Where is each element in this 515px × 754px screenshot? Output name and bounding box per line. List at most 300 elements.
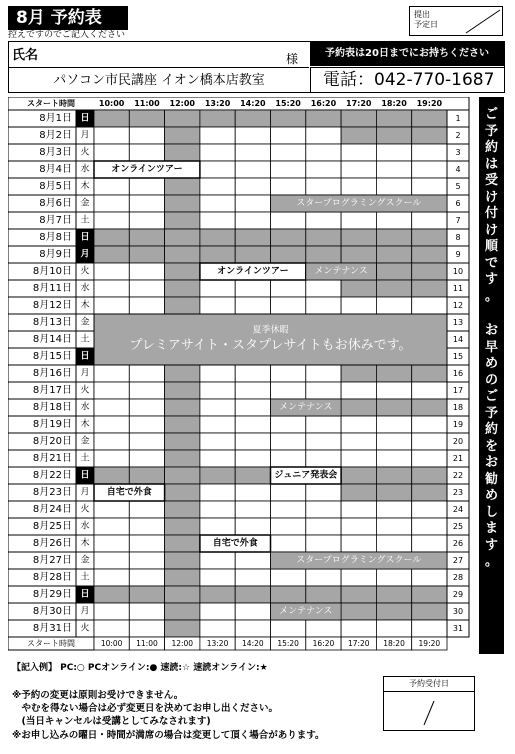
date-label: 8月24日 bbox=[32, 504, 72, 515]
slot-cell bbox=[235, 246, 270, 263]
slot-cell bbox=[271, 569, 306, 586]
slot-cell bbox=[94, 178, 129, 195]
slot-cell bbox=[235, 467, 270, 484]
date-label: 8月28日 bbox=[32, 572, 72, 583]
slot-cell bbox=[376, 161, 411, 178]
slot-cell bbox=[271, 518, 306, 535]
slot-cell bbox=[271, 297, 306, 314]
time-header: 14:20 bbox=[240, 99, 266, 108]
slot-cell bbox=[376, 450, 411, 467]
row-number: 14 bbox=[452, 335, 464, 344]
slot-cell bbox=[306, 501, 341, 518]
slot-cell bbox=[235, 195, 270, 212]
slot-cell bbox=[129, 229, 164, 246]
time-footer: 17:20 bbox=[347, 639, 370, 648]
slot-cell bbox=[129, 416, 164, 433]
row-number: 10 bbox=[452, 267, 464, 276]
slot-cell bbox=[235, 569, 270, 586]
date-label: 8月11日 bbox=[32, 283, 72, 294]
row-number: 29 bbox=[452, 590, 464, 599]
slot-cell bbox=[94, 620, 129, 637]
slot-cell bbox=[376, 416, 411, 433]
date-label: 8月19日 bbox=[32, 419, 72, 430]
slot-cell bbox=[271, 127, 306, 144]
slot-cell bbox=[271, 450, 306, 467]
slot-cell bbox=[306, 365, 341, 382]
slot-cell bbox=[306, 178, 341, 195]
slot-cell bbox=[376, 229, 411, 246]
slot-cell bbox=[376, 110, 411, 127]
row-number: 26 bbox=[452, 539, 464, 548]
slot-cell bbox=[165, 212, 200, 229]
event-label: メンテナンス bbox=[279, 606, 333, 617]
row-number: 5 bbox=[455, 182, 461, 191]
slot-cell bbox=[341, 467, 376, 484]
slot-cell bbox=[165, 297, 200, 314]
slot-cell bbox=[94, 535, 129, 552]
slot-cell bbox=[94, 399, 129, 416]
slot-cell bbox=[94, 280, 129, 297]
slot-cell bbox=[271, 484, 306, 501]
time-header: 18:20 bbox=[381, 99, 407, 108]
slot-cell bbox=[235, 501, 270, 518]
time-footer: 12:00 bbox=[171, 639, 194, 648]
slot-cell bbox=[235, 382, 270, 399]
slot-cell bbox=[271, 416, 306, 433]
slot-cell bbox=[129, 297, 164, 314]
note-line: ※予約の変更は原則お受けできません。 bbox=[12, 690, 184, 701]
slot-cell bbox=[235, 586, 270, 603]
date-label: 8月7日 bbox=[39, 215, 72, 226]
slot-cell bbox=[94, 246, 129, 263]
date-label: 8月1日 bbox=[39, 113, 72, 124]
slot-cell bbox=[94, 297, 129, 314]
slot-cell bbox=[94, 552, 129, 569]
slot-cell bbox=[200, 246, 235, 263]
slot-cell bbox=[94, 263, 129, 280]
time-footer: 10:00 bbox=[100, 639, 123, 648]
slot-cell bbox=[412, 569, 447, 586]
slot-cell bbox=[376, 280, 411, 297]
slot-cell bbox=[271, 161, 306, 178]
slot-cell bbox=[165, 535, 200, 552]
school-name: パソコン市民講座 イオン橋本店教室 bbox=[9, 67, 309, 92]
slot-cell bbox=[200, 127, 235, 144]
date-label: 8月20日 bbox=[32, 436, 72, 447]
slot-cell bbox=[376, 484, 411, 501]
slot-cell bbox=[235, 399, 270, 416]
slot-cell bbox=[200, 484, 235, 501]
slot-cell bbox=[271, 144, 306, 161]
slash-mark bbox=[420, 697, 440, 727]
weekday-label: 木 bbox=[80, 538, 90, 549]
slot-cell bbox=[235, 552, 270, 569]
slot-cell bbox=[412, 433, 447, 450]
slot-cell bbox=[200, 552, 235, 569]
slot-cell bbox=[412, 586, 447, 603]
weekday-label: 金 bbox=[80, 436, 90, 447]
slot-cell bbox=[129, 535, 164, 552]
row-number: 1 bbox=[455, 114, 461, 123]
slot-cell bbox=[306, 229, 341, 246]
slot-cell bbox=[200, 399, 235, 416]
row-number: 28 bbox=[452, 573, 464, 582]
slot-cell bbox=[306, 433, 341, 450]
slot-cell bbox=[341, 382, 376, 399]
event-label: メンテナンス bbox=[314, 266, 368, 277]
slot-cell bbox=[200, 178, 235, 195]
slot-cell bbox=[235, 229, 270, 246]
date-label: 8月27日 bbox=[32, 555, 72, 566]
slot-cell bbox=[129, 552, 164, 569]
slot-cell bbox=[306, 586, 341, 603]
row-number: 23 bbox=[452, 488, 464, 497]
slot-cell bbox=[341, 229, 376, 246]
time-footer: 18:20 bbox=[383, 639, 405, 648]
slot-cell bbox=[94, 382, 129, 399]
slot-cell bbox=[341, 365, 376, 382]
slot-cell bbox=[200, 110, 235, 127]
slot-cell bbox=[200, 467, 235, 484]
event-label: 自宅で外食 bbox=[212, 538, 258, 549]
date-label: 8月6日 bbox=[39, 198, 72, 209]
slot-cell bbox=[412, 603, 447, 620]
slot-cell bbox=[94, 586, 129, 603]
slot-cell bbox=[235, 144, 270, 161]
weekday-label: 火 bbox=[80, 385, 90, 396]
slot-cell bbox=[271, 365, 306, 382]
slot-cell bbox=[129, 450, 164, 467]
submission-notice: 予約表は20日までにお持ちください bbox=[310, 42, 504, 66]
slot-cell bbox=[376, 365, 411, 382]
slot-cell bbox=[306, 484, 341, 501]
date-label: 8月2日 bbox=[39, 130, 72, 141]
slot-cell bbox=[165, 586, 200, 603]
weekday-label: 月 bbox=[80, 130, 90, 141]
schedule-grid bbox=[8, 97, 480, 654]
row-number: 15 bbox=[452, 352, 464, 361]
weekday-label: 月 bbox=[80, 487, 90, 498]
time-footer: 16:20 bbox=[312, 639, 335, 648]
weekday-label: 金 bbox=[80, 555, 90, 566]
slot-cell bbox=[412, 178, 447, 195]
slot-cell bbox=[271, 212, 306, 229]
weekday-label: 金 bbox=[80, 198, 90, 209]
note-line: やむを得ない場合は必ず変更日を決めてお申し出ください。 bbox=[12, 703, 279, 714]
slot-cell bbox=[341, 586, 376, 603]
slot-cell bbox=[94, 229, 129, 246]
slot-cell bbox=[200, 144, 235, 161]
slot-cell bbox=[341, 518, 376, 535]
slot-cell bbox=[165, 229, 200, 246]
slot-cell bbox=[235, 161, 270, 178]
slot-cell bbox=[412, 450, 447, 467]
slot-cell bbox=[129, 246, 164, 263]
slot-cell bbox=[200, 450, 235, 467]
slot-cell bbox=[412, 382, 447, 399]
slot-cell bbox=[165, 110, 200, 127]
slot-cell bbox=[200, 433, 235, 450]
slot-cell bbox=[235, 280, 270, 297]
row-number: 27 bbox=[452, 556, 464, 565]
slot-cell bbox=[200, 229, 235, 246]
weekday-label: 金 bbox=[80, 317, 90, 328]
slot-cell bbox=[94, 467, 129, 484]
slot-cell bbox=[376, 518, 411, 535]
time-footer: 19:20 bbox=[418, 639, 441, 648]
date-label: 8月13日 bbox=[32, 317, 72, 328]
slot-cell bbox=[341, 161, 376, 178]
slot-cell bbox=[165, 467, 200, 484]
slot-cell bbox=[94, 450, 129, 467]
slot-cell bbox=[306, 382, 341, 399]
slot-cell bbox=[165, 144, 200, 161]
slot-cell bbox=[235, 110, 270, 127]
slot-cell bbox=[271, 586, 306, 603]
time-header: 19:20 bbox=[416, 99, 443, 108]
row-number: 13 bbox=[452, 318, 464, 327]
weekday-label: 日 bbox=[80, 470, 90, 481]
slot-cell bbox=[341, 450, 376, 467]
date-label: 8月14日 bbox=[32, 334, 72, 345]
weekday-label: 木 bbox=[80, 419, 90, 430]
slot-cell bbox=[341, 178, 376, 195]
row-number: 12 bbox=[452, 301, 464, 310]
slot-cell bbox=[165, 518, 200, 535]
row-number: 21 bbox=[452, 454, 464, 463]
receipt-date-box[interactable] bbox=[383, 676, 475, 731]
event-label: スタープログラミングスクール bbox=[296, 198, 422, 209]
slot-cell bbox=[235, 603, 270, 620]
slot-cell bbox=[412, 501, 447, 518]
row-number: 9 bbox=[455, 250, 461, 259]
event-label: メンテナンス bbox=[279, 402, 333, 413]
slot-cell bbox=[94, 365, 129, 382]
slot-cell bbox=[165, 433, 200, 450]
slot-cell bbox=[94, 127, 129, 144]
slot-cell bbox=[235, 127, 270, 144]
slot-cell bbox=[376, 467, 411, 484]
slot-cell bbox=[306, 450, 341, 467]
weekday-label: 水 bbox=[80, 164, 90, 175]
side-message-line: お 早 め の ご 予 約 を お 勧 め し ま す 。 bbox=[484, 323, 498, 569]
event-label: 自宅で外食 bbox=[106, 487, 152, 498]
weekday-label: 火 bbox=[80, 266, 90, 277]
time-footer: 11:00 bbox=[136, 639, 158, 648]
slot-cell bbox=[412, 263, 447, 280]
slot-cell bbox=[94, 569, 129, 586]
slot-cell bbox=[271, 382, 306, 399]
slot-cell bbox=[165, 450, 200, 467]
row-number: 30 bbox=[452, 607, 464, 616]
slot-cell bbox=[94, 518, 129, 535]
slot-cell bbox=[376, 246, 411, 263]
slot-cell bbox=[129, 212, 164, 229]
slot-cell bbox=[306, 246, 341, 263]
weekday-label: 土 bbox=[80, 334, 90, 345]
row-number: 25 bbox=[452, 522, 464, 531]
slot-cell bbox=[306, 110, 341, 127]
slot-cell bbox=[235, 450, 270, 467]
slot-cell bbox=[165, 620, 200, 637]
row-number: 31 bbox=[452, 624, 464, 633]
slot-cell bbox=[235, 433, 270, 450]
slot-cell bbox=[412, 127, 447, 144]
receipt-date-label: 予約受付日 bbox=[384, 677, 474, 692]
slot-cell bbox=[376, 603, 411, 620]
row-number: 17 bbox=[452, 386, 464, 395]
row-number: 16 bbox=[452, 369, 464, 378]
slot-cell bbox=[235, 178, 270, 195]
slot-cell bbox=[165, 569, 200, 586]
row-number: 8 bbox=[455, 233, 461, 242]
slot-cell bbox=[412, 161, 447, 178]
time-header: 15:20 bbox=[275, 99, 301, 108]
slot-cell bbox=[165, 603, 200, 620]
slot-cell bbox=[271, 110, 306, 127]
slot-cell bbox=[235, 518, 270, 535]
row-number: 11 bbox=[452, 284, 464, 293]
event-label: オンラインツアー bbox=[111, 164, 183, 175]
note-line: (当日キャンセルは受講としてみなされます) bbox=[12, 716, 211, 727]
weekday-label: 月 bbox=[80, 249, 90, 260]
date-label: 8月16日 bbox=[32, 368, 72, 379]
slot-cell bbox=[94, 433, 129, 450]
row-number: 6 bbox=[455, 199, 461, 208]
slot-cell bbox=[129, 144, 164, 161]
date-label: 8月17日 bbox=[32, 385, 72, 396]
slot-cell bbox=[376, 127, 411, 144]
event-label: スタープログラミングスクール bbox=[296, 555, 422, 566]
date-label: 8月12日 bbox=[32, 300, 72, 311]
weekday-label: 火 bbox=[80, 147, 90, 158]
time-header: 11:00 bbox=[134, 99, 160, 108]
date-label: 8月30日 bbox=[32, 606, 72, 617]
slot-cell bbox=[129, 467, 164, 484]
slot-cell bbox=[200, 518, 235, 535]
date-label: 8月4日 bbox=[39, 164, 72, 175]
slot-cell bbox=[129, 127, 164, 144]
slot-cell bbox=[200, 280, 235, 297]
slot-cell bbox=[341, 620, 376, 637]
slot-cell bbox=[200, 161, 235, 178]
row-number: 3 bbox=[455, 148, 461, 157]
slot-cell bbox=[165, 382, 200, 399]
slot-cell bbox=[165, 246, 200, 263]
weekday-label: 日 bbox=[80, 113, 90, 124]
holiday-message: プレミアサイト・スタプレサイトもお休みです。 bbox=[129, 338, 412, 354]
time-footer: 14:20 bbox=[242, 639, 264, 648]
weekday-label: 月 bbox=[80, 606, 90, 617]
weekday-label: 日 bbox=[80, 589, 90, 600]
slot-cell bbox=[412, 212, 447, 229]
due-date-label: 提出 予定日 bbox=[414, 10, 438, 29]
slot-cell bbox=[376, 535, 411, 552]
slot-cell bbox=[412, 535, 447, 552]
slot-cell bbox=[165, 552, 200, 569]
slot-cell bbox=[94, 416, 129, 433]
weekday-label: 土 bbox=[80, 572, 90, 583]
row-number: 18 bbox=[452, 403, 464, 412]
slot-cell bbox=[412, 144, 447, 161]
slot-cell bbox=[235, 416, 270, 433]
slot-cell bbox=[341, 399, 376, 416]
slot-cell bbox=[341, 603, 376, 620]
weekday-label: 火 bbox=[80, 623, 90, 634]
slot-cell bbox=[412, 484, 447, 501]
date-label: 8月8日 bbox=[39, 232, 72, 243]
slot-cell bbox=[341, 110, 376, 127]
slot-cell bbox=[412, 399, 447, 416]
slot-cell bbox=[271, 501, 306, 518]
due-date-box[interactable] bbox=[409, 6, 503, 36]
slot-cell bbox=[306, 212, 341, 229]
slot-cell bbox=[165, 365, 200, 382]
slot-cell bbox=[412, 297, 447, 314]
slot-cell bbox=[200, 195, 235, 212]
date-label: 8月18日 bbox=[32, 402, 72, 413]
slot-cell bbox=[235, 297, 270, 314]
slot-cell bbox=[165, 195, 200, 212]
slot-cell bbox=[376, 586, 411, 603]
time-footer: 13:20 bbox=[206, 639, 229, 648]
date-label: 8月22日 bbox=[32, 470, 72, 481]
slash-mark bbox=[460, 7, 504, 35]
date-label: 8月5日 bbox=[39, 181, 72, 192]
slot-cell bbox=[94, 110, 129, 127]
slot-cell bbox=[341, 212, 376, 229]
date-label: 8月26日 bbox=[32, 538, 72, 549]
weekday-label: 水 bbox=[80, 402, 90, 413]
slot-cell bbox=[129, 603, 164, 620]
slot-cell bbox=[376, 297, 411, 314]
slot-cell bbox=[129, 586, 164, 603]
slot-cell bbox=[165, 416, 200, 433]
slot-cell bbox=[271, 433, 306, 450]
slot-cell bbox=[306, 535, 341, 552]
slot-cell bbox=[200, 365, 235, 382]
slot-cell bbox=[306, 518, 341, 535]
legend: 【記入例】 PC:○ PCオンライン:● 速読:☆ 速読オンライン:★ bbox=[12, 663, 268, 673]
slot-cell bbox=[412, 620, 447, 637]
slot-cell bbox=[341, 433, 376, 450]
date-label: 8月21日 bbox=[32, 453, 72, 464]
page-subtitle: 控えですのでご記入ください bbox=[8, 30, 126, 40]
slot-cell bbox=[129, 280, 164, 297]
time-footer: 15:20 bbox=[277, 639, 299, 648]
slot-cell bbox=[129, 569, 164, 586]
row-number: 24 bbox=[452, 505, 464, 514]
slot-cell bbox=[376, 433, 411, 450]
row-number: 20 bbox=[452, 437, 464, 446]
row-number: 2 bbox=[455, 131, 461, 140]
slot-cell bbox=[376, 501, 411, 518]
slot-cell bbox=[306, 127, 341, 144]
slot-cell bbox=[165, 127, 200, 144]
slot-cell bbox=[200, 569, 235, 586]
slot-cell bbox=[271, 280, 306, 297]
slot-cell bbox=[129, 110, 164, 127]
slot-cell bbox=[341, 416, 376, 433]
slot-cell bbox=[165, 399, 200, 416]
slot-cell bbox=[200, 382, 235, 399]
row-number: 4 bbox=[455, 165, 461, 174]
weekday-label: 月 bbox=[80, 368, 90, 379]
slot-cell bbox=[341, 144, 376, 161]
weekday-label: 水 bbox=[80, 521, 90, 532]
slot-cell bbox=[341, 246, 376, 263]
slot-cell bbox=[412, 110, 447, 127]
